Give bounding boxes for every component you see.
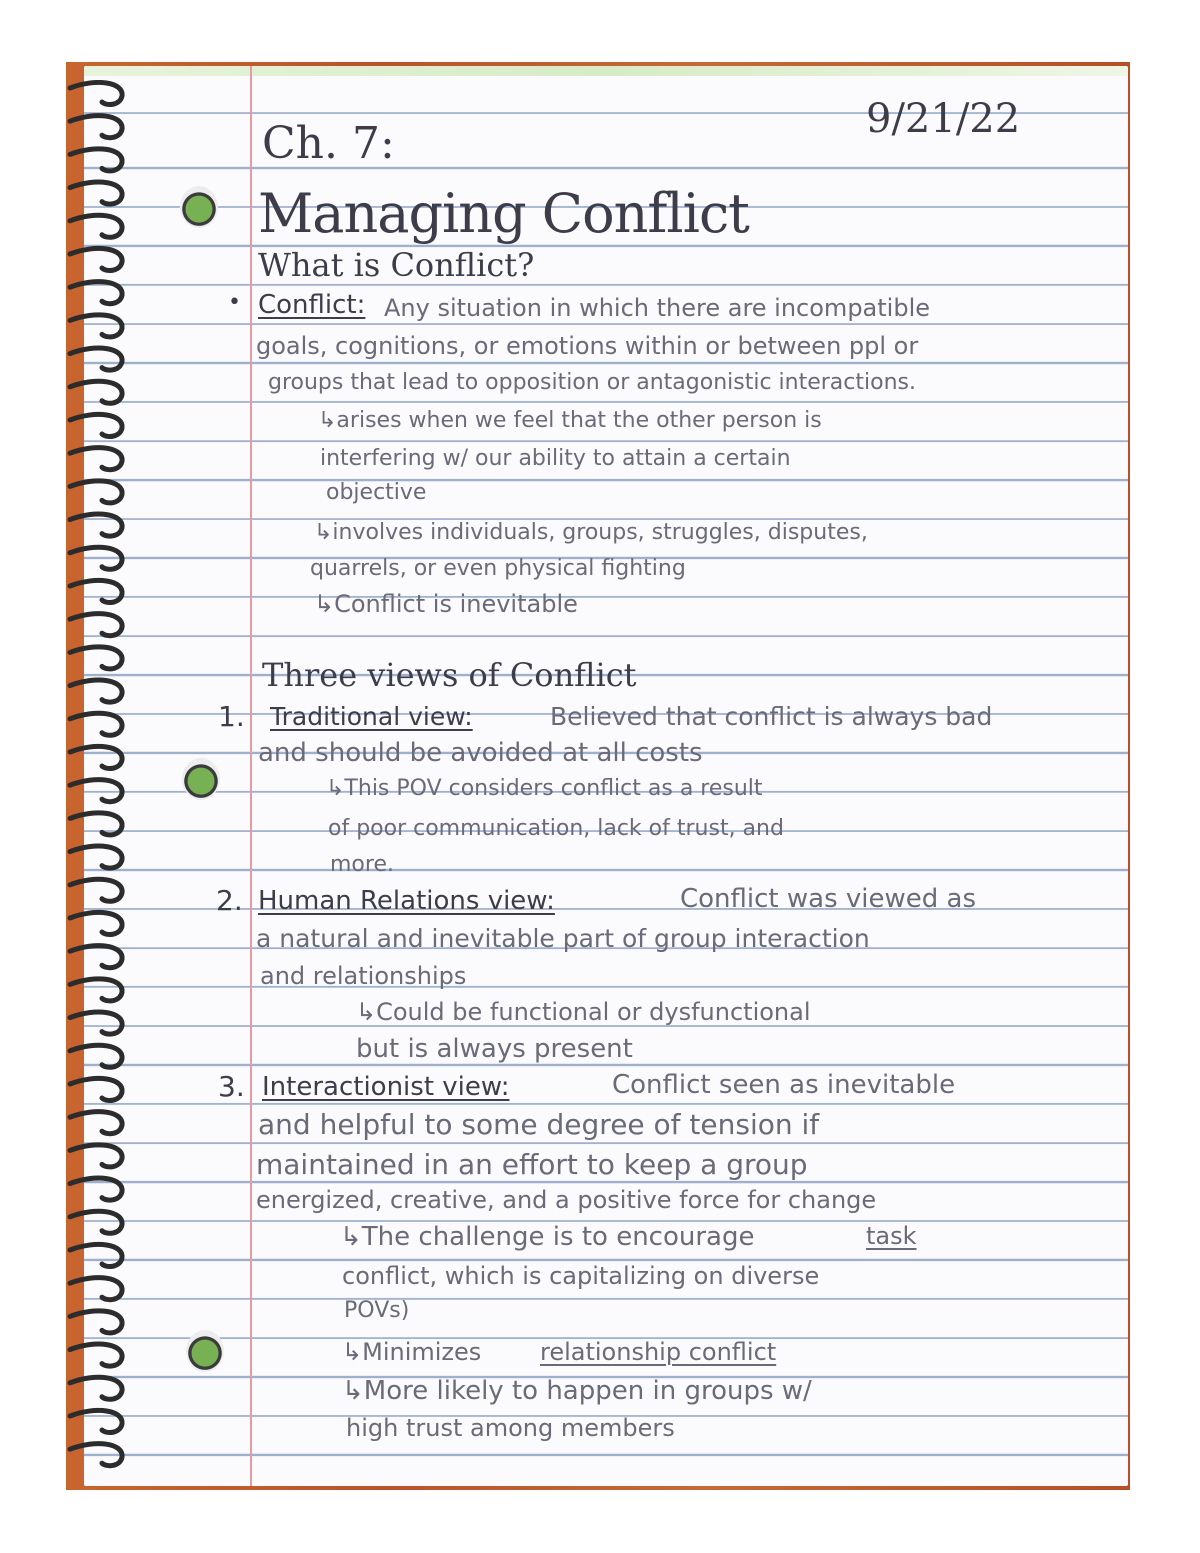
spiral-coil	[70, 680, 122, 702]
definition-subpoint: quarrels, or even physical fighting	[310, 556, 686, 581]
definition-line: goals, cognitions, or emotions within or between ppl or	[256, 332, 919, 360]
spiral-coil	[70, 979, 122, 1001]
view-subpoint: more.	[330, 852, 394, 877]
definition-subpoint: ↳Conflict is inevitable	[314, 590, 578, 618]
section-heading: What is Conflict?	[258, 246, 535, 284]
view-number: 1.	[218, 700, 245, 733]
spiral-coil	[70, 1278, 122, 1300]
view-subpoint: ↳The challenge is to encourage	[340, 1222, 755, 1252]
spiral-coil	[70, 348, 122, 370]
spiral-coil	[70, 448, 122, 470]
view-term: Human Relations view:	[258, 886, 555, 916]
spiral-coil	[70, 481, 122, 503]
definition-line: Any situation in which there are incompatible	[384, 294, 930, 322]
view-subpoint: ↳This POV considers conflict as a result	[326, 776, 763, 801]
spiral-coil	[70, 912, 122, 934]
view-subpoint: ↳Minimizes	[342, 1338, 482, 1366]
view-subpoint: POVs)	[344, 1298, 410, 1323]
spiral-coil	[70, 315, 122, 337]
spiral-coil	[70, 1211, 122, 1233]
view-subpoint: high trust among members	[346, 1414, 675, 1442]
spiral-coil	[70, 1311, 122, 1333]
spiral-coil	[70, 1045, 122, 1067]
view-subpoint: ↳Could be functional or dysfunctional	[356, 998, 811, 1026]
spiral-coil	[70, 746, 122, 768]
view-subpoint: ↳More likely to happen in groups w/	[342, 1376, 812, 1406]
spiral-coil	[70, 614, 122, 636]
definition-term: Conflict:	[258, 290, 366, 320]
view-subpoint-emphasis: task	[866, 1222, 917, 1250]
view-subpoint: conflict, which is capitalizing on diverse	[342, 1262, 820, 1290]
definition-subpoint: ↳arises when we feel that the other person is	[318, 408, 822, 433]
note-date: 9/21/22	[866, 96, 1021, 142]
punch-hole-bottom	[186, 1330, 224, 1372]
definition-subpoint: objective	[326, 480, 427, 505]
page-title: Managing Conflict	[258, 182, 749, 245]
views-heading: Three views of Conflict	[262, 656, 637, 694]
spiral-coil	[70, 248, 122, 270]
spiral-coil	[70, 946, 122, 968]
spiral-coil	[70, 780, 122, 802]
definition-subpoint: interfering w/ our ability to attain a certain	[320, 446, 791, 471]
view-subpoint-emphasis: relationship conflict	[540, 1338, 777, 1366]
view-term: Interactionist view:	[262, 1072, 510, 1102]
punch-hole-top	[180, 186, 218, 228]
spiral-coil	[70, 1145, 122, 1167]
margin-line	[250, 66, 252, 1486]
spiral-coil	[70, 1410, 122, 1432]
page-top-strip	[84, 66, 1128, 76]
view-line: and helpful to some degree of tension if	[258, 1108, 820, 1141]
view-number: 2.	[216, 884, 243, 917]
spiral-coil	[70, 1078, 122, 1100]
spiral-coil	[70, 713, 122, 735]
view-number: 3.	[218, 1070, 245, 1103]
view-term: Traditional view:	[270, 702, 473, 731]
view-line: and relationships	[260, 962, 467, 990]
view-line: Believed that conflict is always bad	[550, 702, 993, 731]
spiral-coil	[70, 547, 122, 569]
spiral-coil	[70, 149, 122, 171]
spiral-coil	[70, 414, 122, 436]
chapter-label: Ch. 7:	[262, 118, 395, 169]
spiral-coil	[70, 879, 122, 901]
spiral-coil	[70, 215, 122, 237]
spiral-coil	[70, 182, 122, 204]
view-line: and should be avoided at all costs	[258, 738, 703, 768]
view-line: maintained in an effort to keep a group	[256, 1148, 808, 1181]
view-subpoint: of poor communication, lack of trust, and	[328, 816, 784, 841]
spiral-coil	[70, 1178, 122, 1200]
spiral-coil	[70, 381, 122, 403]
view-line: Conflict seen as inevitable	[612, 1070, 956, 1100]
view-subpoint: but is always present	[356, 1034, 633, 1064]
spiral-coil	[70, 1012, 122, 1034]
spiral-binding	[66, 80, 132, 1480]
view-line: Conflict was viewed as	[680, 884, 977, 914]
spiral-coil	[70, 1244, 122, 1266]
definition-subpoint: ↳involves individuals, groups, struggles, disputes,	[314, 520, 868, 545]
bullet-point: •	[228, 290, 241, 315]
definition-line: groups that lead to opposition or antagonistic interactions.	[268, 370, 916, 395]
spiral-coil	[70, 580, 122, 602]
spiral-coil	[70, 514, 122, 536]
punch-hole-middle	[182, 758, 220, 800]
spiral-coil	[70, 647, 122, 669]
spiral-coil	[70, 116, 122, 138]
spiral-coil	[70, 82, 122, 104]
view-line: energized, creative, and a positive force for change	[256, 1186, 877, 1214]
spiral-coil	[70, 1112, 122, 1134]
spiral-coil	[70, 1344, 122, 1366]
spiral-coil	[70, 1377, 122, 1399]
spiral-coil	[70, 813, 122, 835]
spiral-coil	[70, 1444, 122, 1466]
spiral-coil	[70, 846, 122, 868]
spiral-coil	[70, 282, 122, 304]
view-line: a natural and inevitable part of group interaction	[256, 924, 870, 953]
